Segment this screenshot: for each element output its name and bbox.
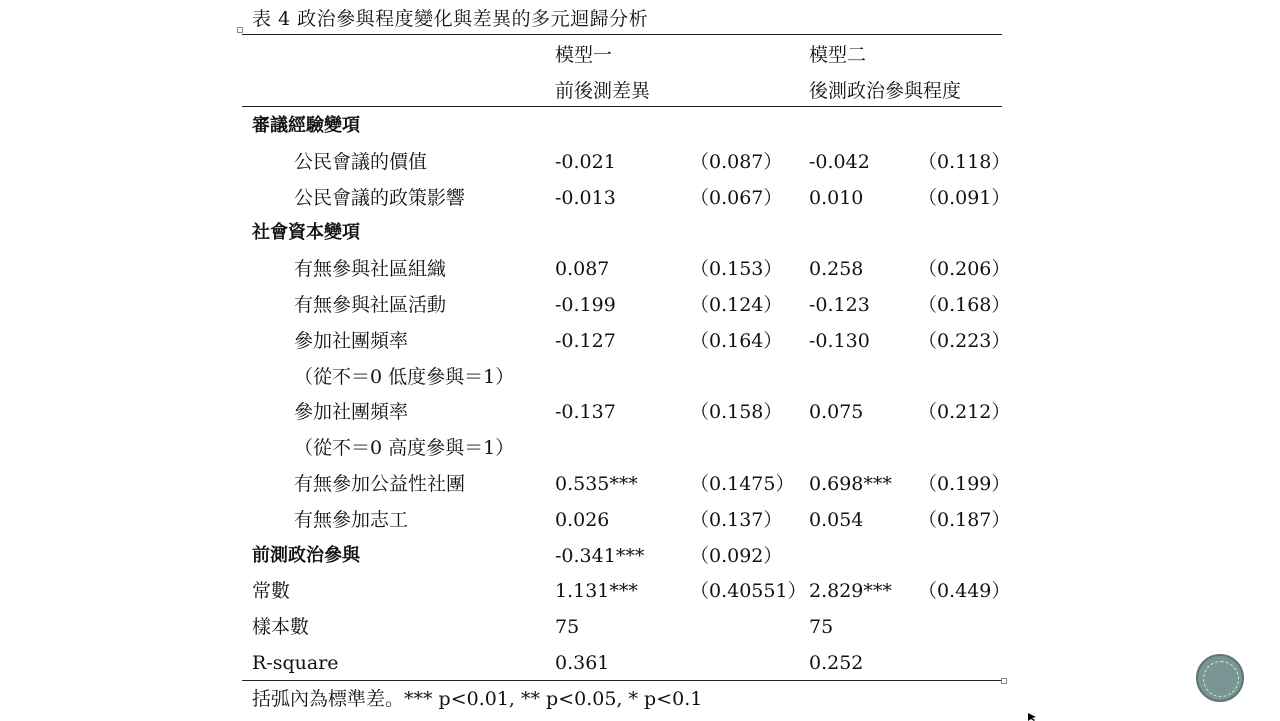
- slide-nav-button[interactable]: [1196, 654, 1244, 702]
- table-row: [0, 645, 1280, 681]
- row-label: 樣本數: [252, 616, 310, 639]
- slide-nav-ring-icon: [1203, 661, 1239, 697]
- table-row: [0, 359, 1280, 395]
- model1-std-error: （0.067）: [690, 186, 783, 209]
- model1-std-error: （0.164）: [690, 329, 783, 352]
- row-label: 前測政治參與: [252, 544, 360, 566]
- row-label: 有無參與社區活動: [294, 294, 447, 316]
- table-row: [0, 394, 1280, 430]
- model2-std-error: （0.091）: [918, 186, 1011, 209]
- table-bottom-rule: [242, 680, 1002, 681]
- model1-coefficient: -0.199: [555, 294, 616, 316]
- table-row: [0, 466, 1280, 502]
- table-top-rule: [242, 34, 1002, 35]
- row-label: 參加社團頻率: [294, 329, 409, 352]
- selection-handle-bottom-right: [1001, 678, 1007, 684]
- selection-handle-top-left: [237, 27, 243, 33]
- model2-coefficient: 0.075: [809, 401, 864, 424]
- model2-std-error: （0.168）: [918, 294, 1011, 316]
- table-row: [0, 538, 1280, 574]
- model2-coefficient: 0.252: [809, 652, 864, 674]
- model1-std-error: （0.1475）: [690, 473, 795, 495]
- model1-coefficient: 75: [555, 616, 580, 639]
- model1-coefficient: 0.026: [555, 508, 610, 531]
- model2-coefficient: 0.054: [809, 508, 864, 531]
- model2-coefficient: 75: [809, 616, 834, 639]
- model1-std-error: （0.137）: [690, 508, 783, 531]
- table-row: [0, 215, 1280, 251]
- model2-coefficient: 2.829***: [809, 580, 892, 603]
- model2-std-error: （0.187）: [918, 508, 1011, 531]
- model1-name: 模型一: [555, 44, 613, 66]
- table-header-rule: [242, 106, 1002, 107]
- model2-coefficient: -0.123: [809, 294, 870, 316]
- row-label: 常數: [252, 580, 291, 603]
- model1-coefficient: 1.131***: [555, 580, 638, 603]
- model2-std-error: （0.118）: [918, 150, 1011, 173]
- model1-std-error: （0.124）: [690, 294, 783, 316]
- row-label: 公民會議的政策影響: [294, 186, 466, 209]
- row-label: 參加社團頻率: [294, 401, 409, 424]
- table-row: [0, 144, 1280, 180]
- table-row: [0, 323, 1280, 359]
- row-label: （從不＝0 高度參與＝1）: [294, 437, 515, 460]
- table-row: [0, 180, 1280, 216]
- model2-coefficient: 0.010: [809, 186, 864, 209]
- model1-coefficient: 0.087: [555, 258, 610, 281]
- table-row: [0, 108, 1280, 144]
- model2-std-error: （0.212）: [918, 401, 1011, 424]
- table-row: [0, 609, 1280, 645]
- model2-std-error: （0.449）: [918, 580, 1011, 603]
- model2-coefficient: 0.698***: [809, 473, 892, 495]
- model1-std-error: （0.092）: [690, 544, 783, 567]
- row-label: 有無參加志工: [294, 508, 409, 531]
- model1-coefficient: 0.535***: [555, 473, 638, 495]
- model1-std-error: （0.087）: [690, 150, 783, 173]
- row-label: R-square: [252, 652, 339, 674]
- table-note: 括弧內為標準差。*** p<0.01, ** p<0.05, * p<0.1: [252, 688, 703, 710]
- model1-subtitle: 前後測差異: [555, 80, 651, 102]
- model2-coefficient: -0.042: [809, 150, 870, 173]
- model2-std-error: （0.223）: [918, 329, 1011, 352]
- model1-std-error: （0.158）: [690, 401, 783, 424]
- model2-coefficient: 0.258: [809, 258, 864, 281]
- table-row: [0, 251, 1280, 287]
- model1-coefficient: -0.021: [555, 150, 616, 173]
- model2-subtitle: 後測政治參與程度: [809, 80, 962, 102]
- row-label: 公民會議的價值: [294, 150, 428, 173]
- model1-coefficient: -0.013: [555, 186, 616, 209]
- model1-std-error: （0.153）: [690, 258, 783, 281]
- row-label: 有無參與社區組織: [294, 258, 447, 281]
- row-label: 社會資本變項: [252, 222, 360, 244]
- model1-coefficient: -0.137: [555, 401, 616, 424]
- model1-coefficient: -0.341***: [555, 544, 645, 567]
- model2-std-error: （0.206）: [918, 258, 1011, 281]
- row-label: 審議經驗變項: [252, 115, 360, 136]
- table-row: [0, 430, 1280, 466]
- row-label: （從不＝0 低度參與＝1）: [294, 365, 515, 388]
- model2-std-error: （0.199）: [918, 473, 1011, 495]
- table-row: [0, 502, 1280, 538]
- table-row: [0, 287, 1280, 323]
- model1-coefficient: 0.361: [555, 652, 610, 674]
- table-title: 表 4 政治參與程度變化與差異的多元迴歸分析: [252, 8, 649, 30]
- model2-name: 模型二: [809, 44, 867, 66]
- model1-coefficient: -0.127: [555, 329, 616, 352]
- model2-coefficient: -0.130: [809, 329, 870, 352]
- table-row: [0, 573, 1280, 609]
- model1-std-error: （0.40551）: [690, 580, 807, 603]
- row-label: 有無參加公益性社團: [294, 473, 466, 495]
